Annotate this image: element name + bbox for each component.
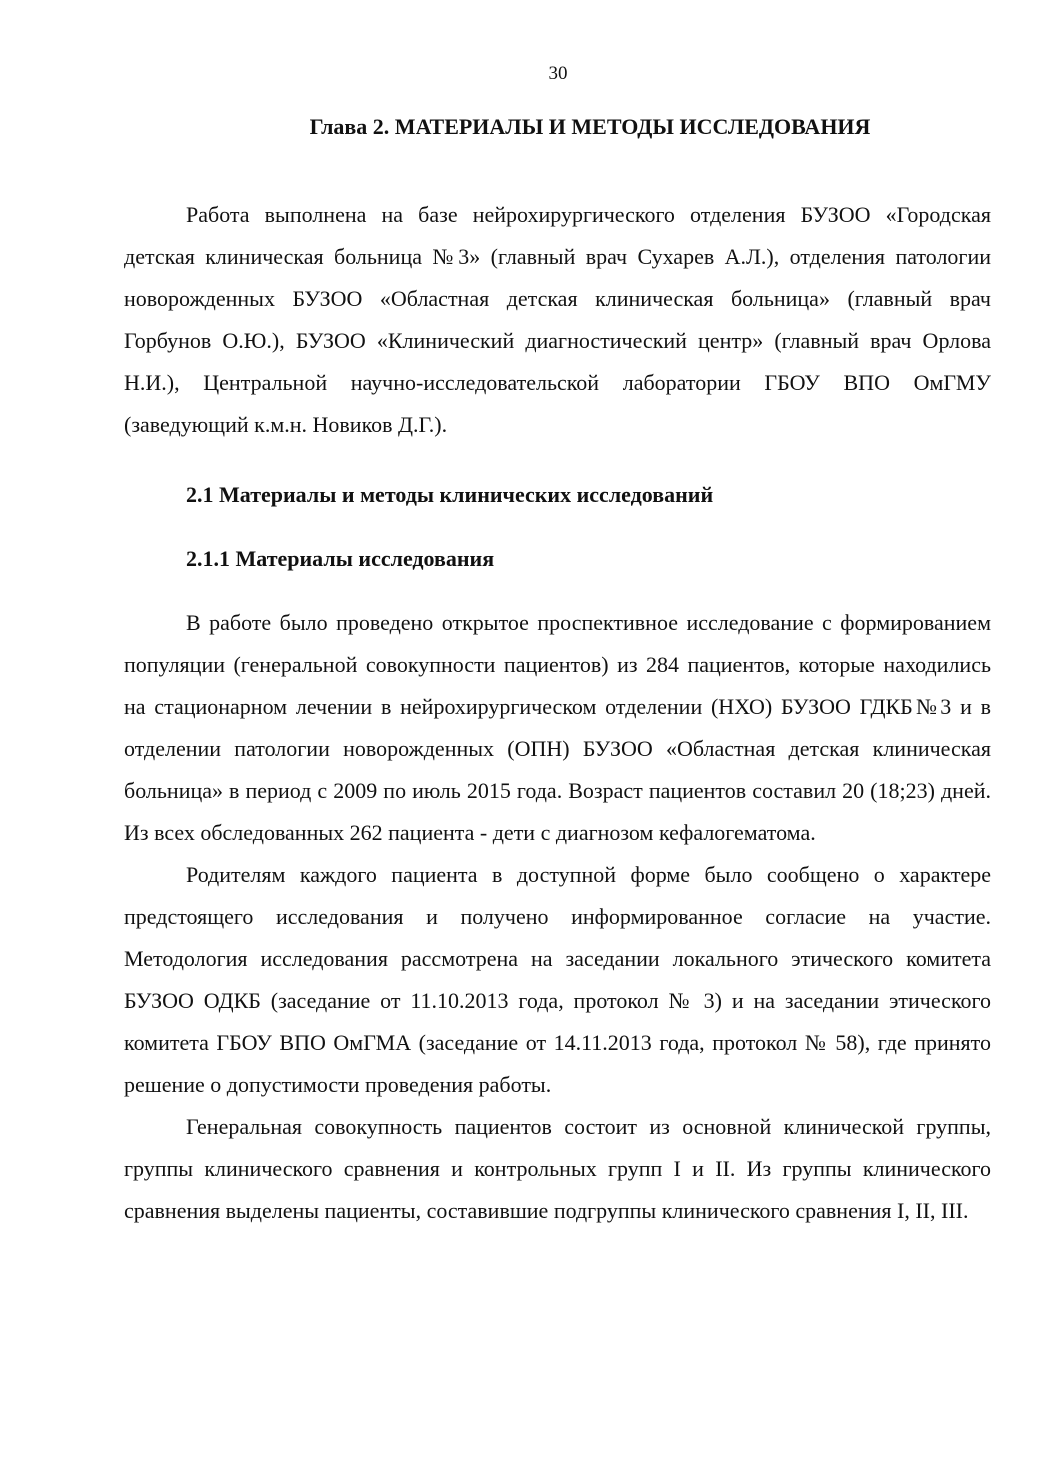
body-paragraph: В работе было проведено открытое проспективное исследование с формированием популяции (генеральной совокупности пациентов) из 284 пациентов, которые находились на стационарном лечении в нейрохирургическом отделении (НХО) БУЗОО ГДКБ№3 и в отделении патологии новорожденных (ОПН) БУЗОО «Областная детская клиническая больница» в период с 2009 по июль 2015 года. Возраст пациентов составил 20 (18;23) дней. Из всех обследованных 262 пациента - дети с диагнозом кефалогематома. (124, 610, 991, 845)
intro-paragraph: Работа выполнена на базе нейрохирургического отделения БУЗОО «Городская детская клиническая больница №3» (главный врач Сухарев А.Л.), отделения патологии новорожденных БУЗОО «Областная детская клиническая больница» (главный врач Горбунов О.Ю.), БУЗОО «Клинический диагностический центр» (главный врач Орлова Н.И.), Центральной научно-исследовательской лаборатории ГБОУ ВПО ОмГМУ (заведующий к.м.н. Новиков Д.Г.). (124, 202, 991, 437)
page-number: 30 (548, 63, 568, 84)
section-heading-2-1-1: 2.1.1 Материалы исследования (186, 546, 495, 571)
body-paragraph: Генеральная совокупность пациентов состоит из основной клинической группы, группы клинического сравнения и контрольных групп I и II. Из группы клинического сравнения выделены пациенты, составившие подгруппы клинического сравнения I, II, III. (124, 1114, 991, 1223)
chapter-title: Глава 2. МАТЕРИАЛЫ И МЕТОДЫ ИССЛЕДОВАНИЯ (309, 114, 871, 139)
document-body (124, 194, 991, 1232)
body-paragraph: Родителям каждого пациента в доступной форме было сообщено о характере предстоящего исследования и получено информированное согласие на участие. Методология исследования рассмотрена на заседании локального этического комитета БУЗОО ОДКБ (заседание от 11.10.2013 года, протокол № 3) и на заседании этического комитета ГБОУ ВПО ОмГМА (заседание от 14.11.2013 года, протокол № 58), где принято решение о допустимости проведения работы. (124, 862, 991, 1097)
section-heading-2-1: 2.1 Материалы и методы клинических исследований (186, 482, 714, 507)
